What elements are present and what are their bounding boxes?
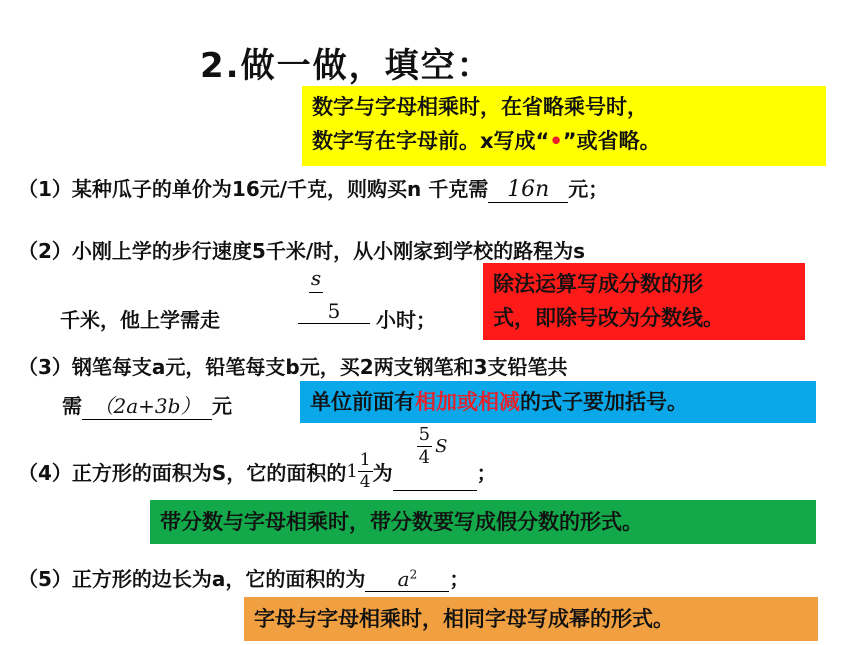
mixed-numerator: 1 <box>359 449 371 470</box>
tip-blue-part2: 的式子要加括号。 <box>520 390 688 414</box>
question-3-line2 <box>62 390 232 420</box>
tip-blue <box>300 381 816 423</box>
mixed-denominator: 4 <box>359 471 371 492</box>
answer-5-base: a <box>397 567 410 591</box>
question-5-text: （5）正方形的边长为a，它的面积的为 <box>18 567 366 591</box>
question-3-line1: （3）钢笔每支a元，铅笔每支b元，买2两支钢笔和3支铅笔共 <box>18 355 568 379</box>
question-5-end: ； <box>449 567 470 591</box>
tip-yellow <box>302 86 826 166</box>
question-1-unit: 元； <box>568 177 609 201</box>
question-1 <box>18 173 608 203</box>
tip-yellow-line2 <box>312 124 816 158</box>
mixed-number <box>346 449 372 492</box>
question-2-line2: 千米，他上学需走 <box>60 308 220 332</box>
multiply-dot: • <box>549 129 563 153</box>
tip-blue-part1: 单位前面有 <box>310 390 415 414</box>
tip-orange <box>244 597 818 641</box>
question-4 <box>18 423 497 499</box>
answer-4-denominator: 4 <box>418 446 431 468</box>
answer-2-fraction <box>298 266 370 324</box>
tip-green <box>150 500 816 544</box>
answer-4 <box>393 423 477 491</box>
question-1-text: （1）某种瓜子的单价为16元/千克，则购买n 千克需 <box>18 177 489 201</box>
tip-yellow-line1: 数字与字母相乘时，在省略乘号时， <box>312 95 648 119</box>
answer-5 <box>365 567 449 592</box>
question-5 <box>18 563 469 592</box>
question-4-end: ； <box>476 460 497 485</box>
answer-2-denominator: 5 <box>298 293 370 324</box>
answer-2-numerator: s <box>309 266 323 293</box>
tip-green-text: 带分数与字母相乘时，带分数要写成假分数的形式。 <box>160 510 643 534</box>
mixed-fraction <box>358 449 373 492</box>
question-3-unit: 元 <box>212 394 232 418</box>
answer-4-variable: S <box>435 435 448 457</box>
mixed-whole: 1 <box>346 460 358 482</box>
tip-red-line2: 式，即除号改为分数线。 <box>493 306 724 330</box>
answer-5-exponent: 2 <box>409 567 418 582</box>
answer-4-expr <box>417 423 448 468</box>
tip-red-line1: 除法运算写成分数的形 <box>493 272 703 296</box>
tip-yellow-line2-b: ”或省略。 <box>562 129 661 153</box>
tip-orange-text: 字母与字母相乘时，相同字母写成幂的形式。 <box>254 607 674 631</box>
answer-3: （2a+3b） <box>82 390 212 420</box>
page-title: 2.做一做，填空： <box>200 46 493 86</box>
question-3-prefix: 需 <box>62 394 82 418</box>
answer-4-numerator: 5 <box>418 423 431 445</box>
tip-red <box>483 263 805 340</box>
question-4-mid: 为 <box>372 460 393 485</box>
tip-blue-highlight: 相加或相减 <box>415 390 520 414</box>
question-2-unit: 小时； <box>376 308 436 332</box>
question-4-text: （4）正方形的面积为S，它的面积的 <box>18 460 347 485</box>
answer-4-fraction <box>417 423 432 468</box>
question-2-line1: （2）小刚上学的步行速度5千米/时，从小刚家到学校的路程为s <box>18 239 586 263</box>
answer-1: 16n <box>488 177 568 203</box>
tip-yellow-line2-a: 数字写在字母前。x写成“ <box>312 129 550 153</box>
